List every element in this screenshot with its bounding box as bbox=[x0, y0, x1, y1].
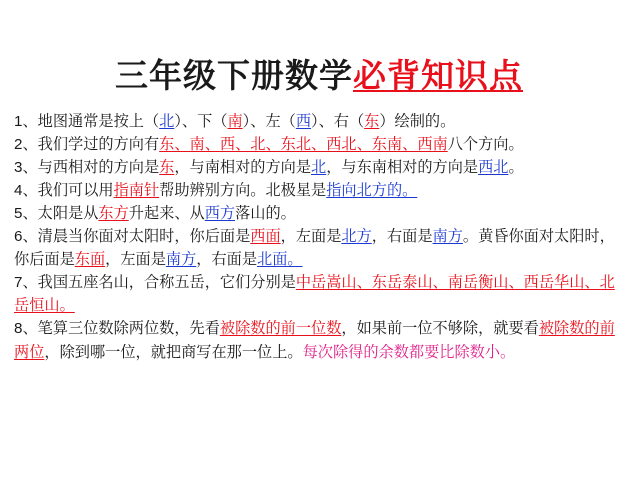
page-title-black: 三年级下册数学 bbox=[115, 57, 353, 94]
knowledge-point-line bbox=[14, 202, 624, 225]
text-segment: ，右面是 bbox=[371, 228, 433, 246]
text-segment: 8、笔算三位数除两位数，先看 bbox=[14, 320, 220, 338]
knowledge-point-line bbox=[14, 156, 624, 179]
knowledge-point-line bbox=[14, 110, 624, 133]
knowledge-point-line bbox=[14, 271, 624, 317]
text-segment: 指向北方的。 bbox=[326, 181, 418, 199]
text-segment: 升起来、从 bbox=[128, 204, 205, 222]
text-segment: 西面 bbox=[250, 228, 281, 246]
text-segment: 东面 bbox=[74, 251, 106, 269]
knowledge-point-list bbox=[14, 110, 624, 364]
text-segment: 3、与西相对的方向是 bbox=[14, 158, 160, 176]
text-segment: 东、南、西、北、东北、西北、东南、西南 bbox=[159, 135, 448, 153]
text-segment: ，左面是 bbox=[280, 228, 342, 246]
text-segment: 2、我们学过的方向有 bbox=[14, 135, 160, 153]
page-title-red: 必背知识点 bbox=[353, 57, 523, 94]
text-segment: 落山的。 bbox=[235, 204, 296, 222]
knowledge-point-line bbox=[14, 133, 624, 156]
knowledge-point-line bbox=[14, 179, 624, 202]
text-segment: 。 bbox=[508, 158, 524, 176]
text-segment: 被除数的前一位数 bbox=[219, 320, 342, 338]
text-segment: 西 bbox=[295, 112, 312, 130]
text-segment: ）绘制的。 bbox=[379, 112, 456, 130]
text-segment: 每次除得的余数都要比除数小。 bbox=[302, 343, 516, 361]
text-segment: 南方 bbox=[165, 251, 197, 269]
text-segment: 东 bbox=[364, 112, 380, 130]
text-segment: 北方 bbox=[341, 228, 372, 246]
text-segment: 北 bbox=[311, 158, 327, 176]
text-segment: ，与南相对的方向是 bbox=[174, 158, 312, 176]
text-segment: ，左面是 bbox=[105, 251, 166, 269]
text-segment: 5、太阳是从 bbox=[14, 204, 99, 222]
text-segment: 北面。 bbox=[257, 251, 303, 269]
text-segment: 被除数的前两位 bbox=[14, 320, 615, 361]
text-segment: 帮助辨别方向。北极星是 bbox=[159, 181, 327, 199]
text-segment: 指南针 bbox=[113, 181, 160, 199]
text-segment: 八个方向。 bbox=[447, 135, 524, 153]
knowledge-point-line bbox=[14, 225, 624, 271]
text-segment: 1、地图通常是按上（ bbox=[14, 112, 160, 130]
text-segment: 南方 bbox=[432, 228, 463, 246]
text-segment: ，与东南相对的方向是 bbox=[326, 158, 479, 176]
text-segment: ，除到哪一位，就把商写在那一位上。 bbox=[44, 343, 303, 361]
text-segment: ，右面是 bbox=[196, 251, 257, 269]
knowledge-point-line bbox=[14, 317, 624, 363]
text-segment: 北 bbox=[159, 112, 175, 130]
text-segment: 东方 bbox=[98, 204, 129, 222]
text-segment: 6、清晨当你面对太阳时，你后面是 bbox=[14, 228, 251, 246]
text-segment: 西方 bbox=[204, 204, 236, 222]
text-segment: 东 bbox=[159, 158, 175, 176]
text-segment: 。黄昏你面对太阳时，你后面是 bbox=[14, 228, 615, 269]
text-segment: 南 bbox=[227, 112, 243, 130]
text-segment: 7、我国五座名山，合称五岳，它们分别是 bbox=[14, 274, 296, 292]
text-segment: 中岳嵩山、东岳泰山、南岳衡山、西岳华山、北岳恒山。 bbox=[14, 274, 615, 315]
page-title bbox=[14, 0, 624, 96]
text-segment: 4、我们可以用 bbox=[14, 181, 114, 199]
text-segment: ，如果前一位不够除，就要看 bbox=[341, 320, 539, 338]
text-segment: ）、右（ bbox=[311, 112, 365, 130]
text-segment: ）、左（ bbox=[242, 112, 296, 130]
text-segment: ）、下（ bbox=[174, 112, 228, 130]
text-segment: 西北 bbox=[478, 158, 509, 176]
